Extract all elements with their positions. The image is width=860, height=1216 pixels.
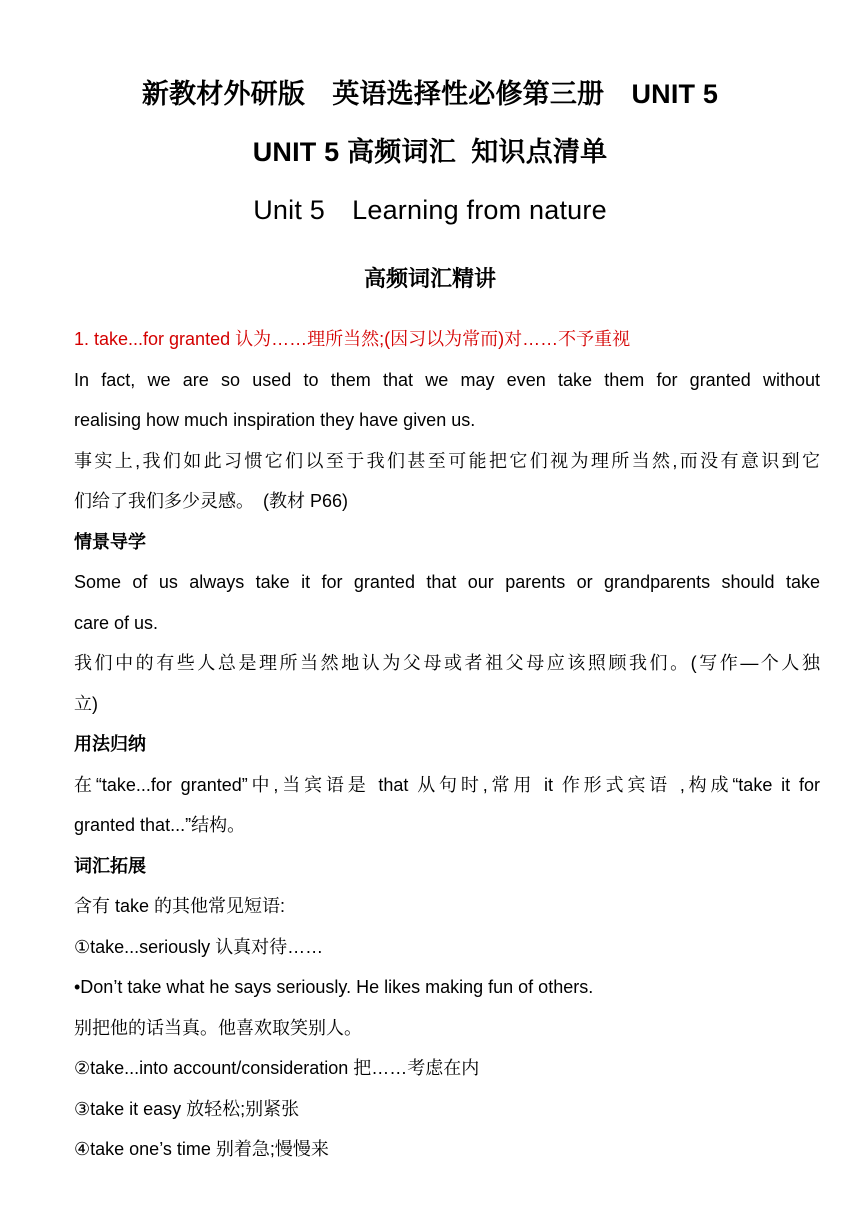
usage-line-1: 在“take...for granted”中,当宾语是 that 从句时,常用 it 作形式宾语 ,构成“take it for xyxy=(74,775,820,795)
label-expand: 词汇拓展 xyxy=(74,856,146,876)
unit-title: Unit 5 Learning from nature xyxy=(253,195,607,225)
example-en-line-2: realising how much inspiration they have given us. xyxy=(74,410,476,430)
phrase-2: ②take...into account/consideration 把……考虑在内 xyxy=(74,1058,480,1078)
scene-en-line-2: care of us. xyxy=(74,613,159,633)
example-cn-line-2: 们给了我们多少灵感。 (教材 P66) xyxy=(74,491,349,511)
label-usage: 用法归纳 xyxy=(74,734,146,754)
item-heading: 1. take...for granted 认为……理所当然;(因习以为常而)对……不予重视 xyxy=(74,329,631,349)
usage-line-2: granted that...”结构。 xyxy=(74,815,246,835)
scene-cn-line-2: 立) xyxy=(74,694,98,714)
scene-en-line-1: Some of us always take it for granted that our parents or grandparents should take xyxy=(74,572,820,592)
phrase-1-example-en: •Don’t take what he says seriously. He likes making fun of others. xyxy=(74,977,594,997)
phrase-4: ④take one’s time 别着急;慢慢来 xyxy=(74,1139,329,1159)
phrase-1: ①take...seriously 认真对待…… xyxy=(74,937,324,957)
phrase-3: ③take it easy 放轻松;别紧张 xyxy=(74,1099,300,1119)
example-cn-line-1: 事实上,我们如此习惯它们以至于我们甚至可能把它们视为理所当然,而没有意识到它 xyxy=(74,451,820,471)
scene-cn-line-1: 我们中的有些人总是理所当然地认为父母或者祖父母应该照顾我们。(写作—个人独 xyxy=(74,653,820,673)
section-heading: 高频词汇精讲 xyxy=(363,266,496,291)
subtitle-unit: UNIT 5 xyxy=(252,137,348,167)
document-subtitle xyxy=(0,130,860,169)
subtitle-topic: 高频词汇 知识点清单 xyxy=(347,137,608,167)
phrase-1-example-cn: 别把他的话当真。他喜欢取笑别人。 xyxy=(74,1018,362,1038)
label-scene: 情景导学 xyxy=(74,532,146,552)
document-title: 新教材外研版 英语选择性必修第三册 UNIT 5 xyxy=(141,79,719,109)
expand-intro: 含有 take 的其他常见短语: xyxy=(74,896,286,916)
example-en-line-1: In fact, we are so used to them that we may even take them for granted without xyxy=(74,370,820,390)
